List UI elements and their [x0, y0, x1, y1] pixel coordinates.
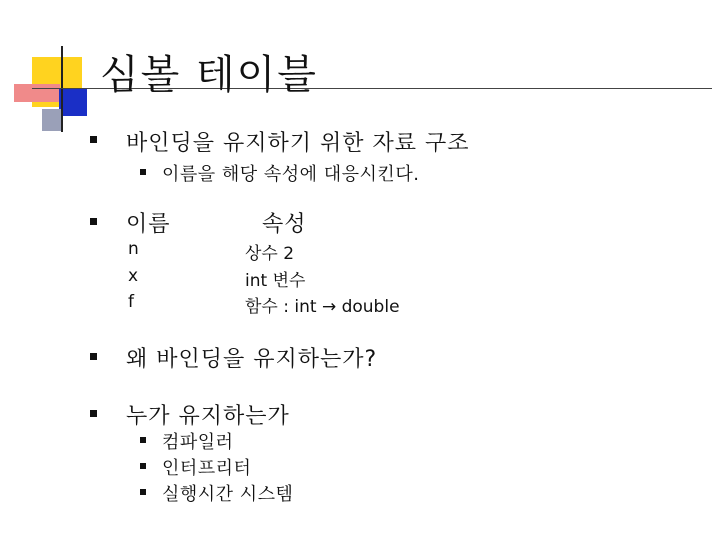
table-cell-name: n: [128, 239, 139, 259]
table-cell-name: x: [128, 266, 139, 286]
sub-bullet-map-name: 이름을 해당 속성에 대응시킨다.: [162, 164, 420, 185]
decor-vertical-line: [61, 46, 63, 132]
column-header-attribute: 속성: [262, 212, 307, 237]
decor-red-bar: [14, 84, 60, 102]
table-cell-attribute: int 변수: [245, 271, 306, 291]
bullet-icon: [140, 169, 146, 175]
column-header-name: 이름: [126, 212, 171, 237]
sub-bullet-runtime-system: 실행시간 시스템: [162, 484, 294, 505]
decor-blue-square: [59, 88, 87, 116]
bullet-icon: [90, 410, 97, 417]
bullet-icon: [140, 437, 146, 443]
bullet-icon: [140, 463, 146, 469]
bullet-icon: [140, 489, 146, 495]
slide-title: 심볼 테이블: [100, 52, 318, 98]
sub-bullet-compiler: 컴파일러: [162, 432, 234, 453]
decor-gray-square: [42, 109, 62, 131]
bullet-icon: [90, 353, 97, 360]
bullet-icon: [90, 218, 97, 225]
bullet-binding-structure: 바인딩을 유지하기 위한 자료 구조: [126, 131, 470, 156]
table-cell-attribute: 상수 2: [245, 244, 295, 264]
sub-bullet-interpreter: 인터프리터: [162, 458, 252, 479]
bullet-icon: [90, 136, 97, 143]
table-cell-attribute: 함수 : int → double: [245, 297, 400, 317]
bullet-who-maintains: 누가 유지하는가: [126, 404, 290, 429]
table-cell-name: f: [128, 292, 134, 312]
bullet-why-maintain: 왜 바인딩을 유지하는가?: [126, 347, 378, 372]
